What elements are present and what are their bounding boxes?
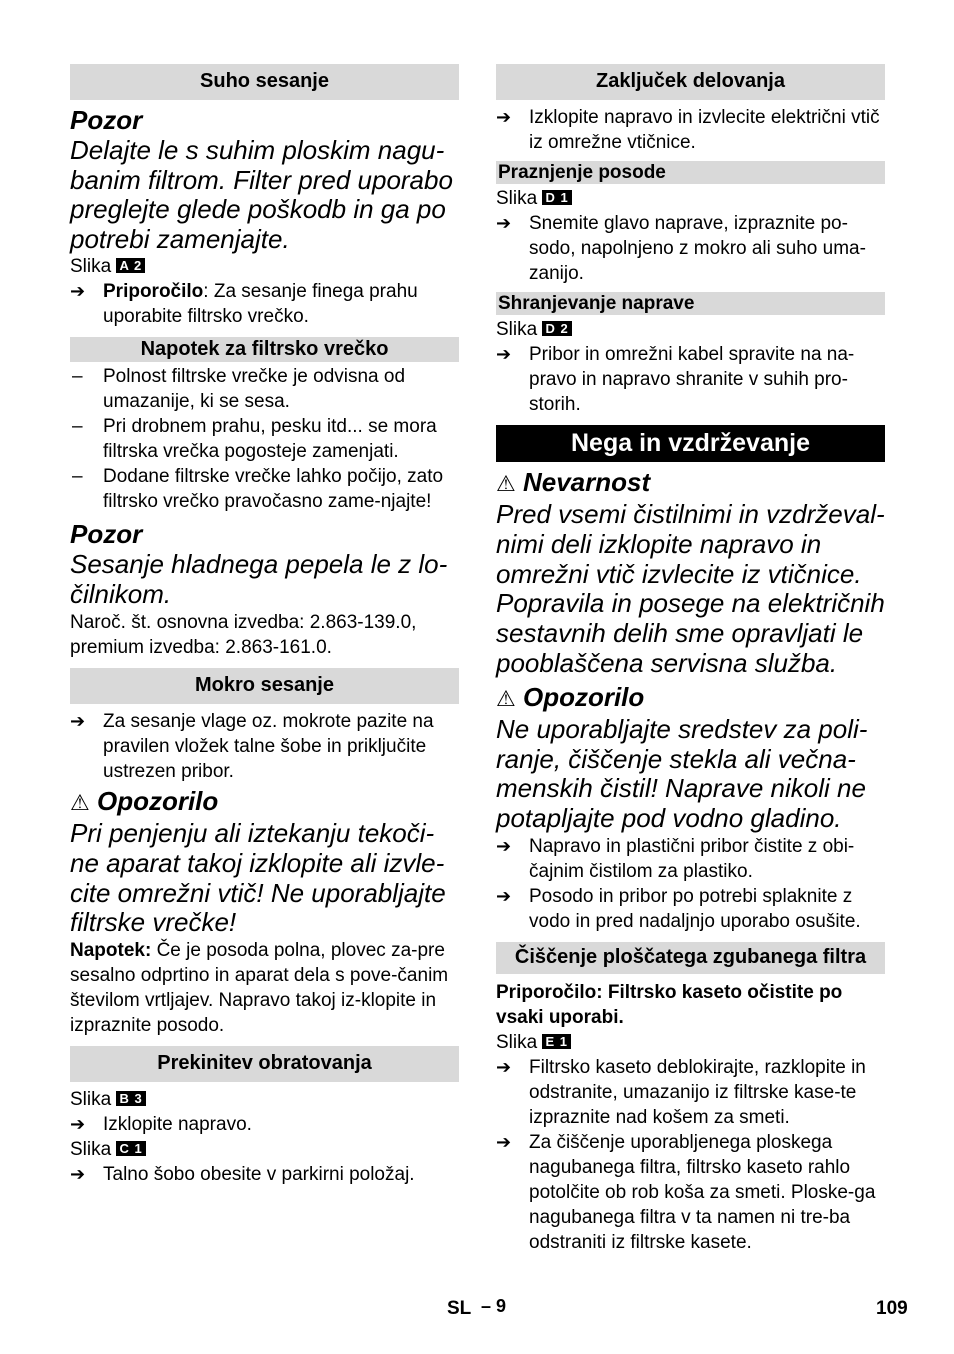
dash-marker: – — [72, 466, 83, 488]
pozor-text: Delajte le s suhim ploskim nagu-banim filtrom. Filter pred uporabo preglejte glede poškodb in ga po potrebi zamenjajte. — [70, 135, 453, 254]
order-number-text: Naroč. št. osnovna izvedba: 2.863-139.0, premium izvedba: 2.863-161.0. — [70, 611, 417, 658]
section-heading-suho-sesanje: Suho sesanje — [70, 64, 459, 100]
figure-badge: D 2 — [542, 321, 571, 336]
list-item: ➔ Izklopite napravo. — [70, 1114, 252, 1136]
pozor-title: Pozor — [70, 105, 143, 135]
arrow-right-icon: ➔ — [70, 1164, 86, 1185]
figure-reference: Slika E 1 — [496, 1030, 885, 1055]
list-item: ➔ Snemite glavo naprave, izpraznite po-sodo, napolnjeno z mokro ali suho uma-zanijo. — [496, 213, 866, 284]
list-item: – Polnost filtrske vrečke je odvisna od umazanije, ki se sesa. — [72, 366, 406, 413]
figure-reference: Slika D 1 — [496, 186, 885, 211]
section-heading-napotek: Napotek za filtrsko vrečko — [70, 337, 459, 362]
chapter-heading-nega: Nega in vzdrževanje — [496, 425, 885, 462]
list-item: – Pri drobnem prahu, pesku itd... se mora filtrska vrečka pogosteje zamenjati. — [72, 416, 437, 463]
pozor-text: Sesanje hladnega pepela le z lo-čilnikom. — [70, 549, 448, 610]
figure-reference: Slika D 2 — [496, 317, 885, 342]
list-item: ➔ Napravo in plastični pribor čistite z obi-čajnim čistilom za plastiko. — [496, 835, 855, 882]
figure-reference: Slika B 3 — [70, 1087, 459, 1112]
section-heading-ciscenje: Čiščenje ploščatega zgubanega filtra — [496, 942, 885, 974]
arrow-right-icon: ➔ — [70, 281, 86, 302]
list-item: ➔ Izklopite napravo in izvlecite električni vtič iz omrežne vtičnice. — [496, 107, 880, 153]
figure-badge: A 2 — [116, 258, 145, 273]
opozorilo-title: ⚠ Opozorilo — [70, 785, 219, 816]
list-item — [70, 279, 459, 329]
list-item: ➔ Talno šobo obesite v parkirni položaj. — [70, 1164, 415, 1186]
section-heading-zakljucek: Zaključek delovanja — [496, 64, 885, 100]
footer-language: SL — [447, 1298, 472, 1319]
nevarnost-text: Pred vsemi čistilnimi in vzdrževal-nimi deli izklopite napravo in omrežni vtič izvlecite iz vtičnice. Popravila in posege na električnih sestavnih delih sme opravljati le pooblaščena servisna služba. — [496, 499, 885, 678]
subsection-heading-praznjenje: Praznjenje posode — [496, 161, 885, 184]
opozorilo-title: ⚠ Opozorilo — [496, 681, 645, 712]
section-heading-mokro-sesanje: Mokro sesanje — [70, 668, 459, 704]
recommendation-label: Priporočilo — [103, 281, 204, 303]
right-column — [496, 64, 885, 1255]
warning-triangle-icon: ⚠ — [496, 685, 516, 711]
warning-triangle-icon: ⚠ — [496, 471, 516, 496]
arrow-right-icon: ➔ — [496, 835, 512, 856]
arrow-right-icon: ➔ — [496, 1131, 512, 1152]
dash-marker: – — [72, 366, 83, 388]
footer-page-number: 109 — [876, 1298, 908, 1319]
figure-reference: Slika C 1 — [70, 1137, 459, 1162]
list-item: ➔ Posodo in pribor po potrebi splaknite z vodo in pred nadaljnjo uporabo osušite. — [496, 885, 861, 932]
list-item: ➔ Pribor in omrežni kabel spravite na na-pravo in napravo shranite v suhih pro-storih. — [496, 344, 855, 415]
section-heading-prekinitev: Prekinitev obratovanja — [70, 1046, 459, 1082]
list-item: ➔ Filtrsko kaseto deblokirajte, razklopite in odstranite, umazanijo iz filtrske kase-te izpraznite nad košem za smeti. — [496, 1056, 866, 1128]
recommendation-text: : Za sesanje finega prahu uporabite filtrsko vrečko. — [103, 281, 418, 328]
arrow-right-icon: ➔ — [496, 344, 512, 364]
left-column — [70, 64, 459, 1187]
opozorilo-text: Ne uporabljajte sredstev za poli-ranje, čiščenje stekla ali večna-menskih čistil! Naprave nikoli ne potapljajte pod vodno gladino. — [496, 713, 868, 834]
list-item: – Dodane filtrske vrečke lahko počijo, zato filtrsko vrečko pravočasno zame-njajte! — [72, 466, 444, 513]
note-label: Napotek: — [70, 940, 152, 962]
subsection-heading-shranjevanje: Shranjevanje naprave — [496, 292, 885, 315]
note-text: Napotek: Če je posoda polna, plovec za-pre sesalno odprtino in aparat dela s pove-čanim številom vrtljajev. Napravo takoj iz-klopite in izpraznite posodo. — [70, 940, 449, 1037]
arrow-right-icon: ➔ — [496, 107, 512, 127]
arrow-right-icon: ➔ — [496, 213, 512, 233]
pozor-title: Pozor — [70, 519, 143, 550]
slika-label: Slika — [70, 256, 112, 278]
figure-badge: E 1 — [542, 1034, 571, 1049]
nevarnost-title: ⚠ Nevarnost — [496, 467, 651, 497]
figure-badge: D 1 — [542, 190, 571, 205]
list-item: ➔ Za čiščenje uporabljenega ploskega nagubanega filtra, filtrsko kaseto rahlo potolčite ob rob koša za smeti. Ploske-ga nagubanega filtra v ta namen ni tre-ba odstraniti iz filtrske kasete. — [496, 1131, 876, 1253]
arrow-right-icon: ➔ — [496, 885, 512, 906]
arrow-right-icon: ➔ — [496, 1056, 512, 1077]
arrow-right-icon: ➔ — [70, 710, 86, 731]
recommendation-text: Priporočilo: Filtrsko kaseto očistite po vsaki uporabi. — [496, 981, 843, 1028]
figure-badge: C 1 — [116, 1141, 145, 1156]
opozorilo-text: Pri penjenju ali iztekanju tekoči-ne aparat takoj izklopite ali izvle-cite omrežni vtič! Ne uporabljajte filtrske vrečke! — [70, 817, 446, 938]
footer-local-page: – 9 — [481, 1296, 507, 1316]
list-item: ➔ Za sesanje vlage oz. mokrote pazite na pravilen vložek talne šobe in priključite ustrezen pribor. — [70, 710, 434, 782]
dash-marker: – — [72, 416, 83, 438]
figure-reference — [70, 254, 459, 279]
figure-badge: B 3 — [116, 1091, 145, 1106]
warning-triangle-icon: ⚠ — [70, 789, 90, 815]
arrow-right-icon: ➔ — [70, 1114, 86, 1135]
